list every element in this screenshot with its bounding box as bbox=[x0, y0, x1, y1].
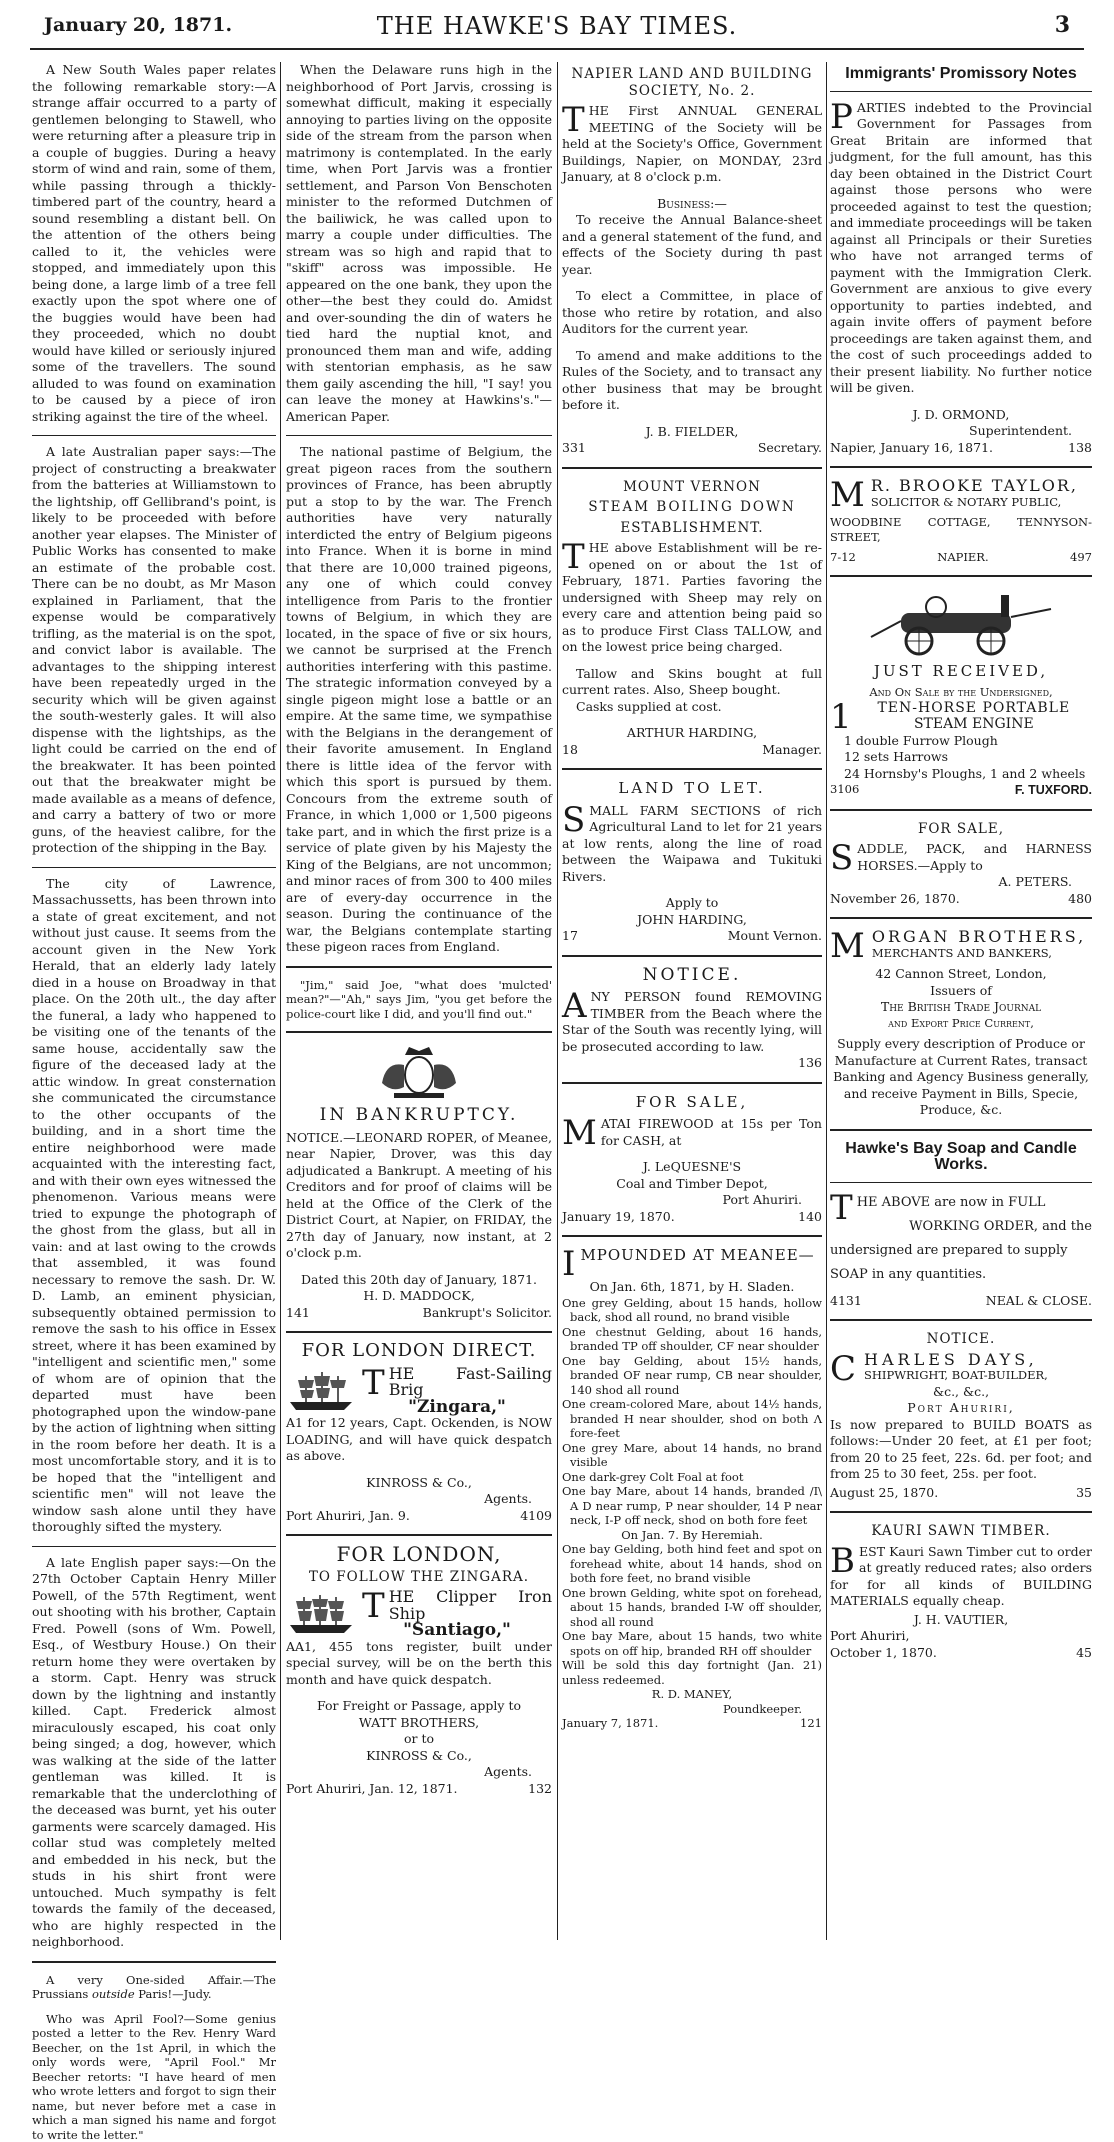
article-breakwater: A late Australian paper says:—The project of constructing a breakwater from the batteries at Williamstown to the lightship, off Gellibrand's point, is likely to be proceeded with before another year elapses. The Minister of Public Works has consented to make an estimate of the probable cost. There can be no doubt, as Mr Mason explained in Parliament, that the expense would be comparatively trifling, as the material is on the spot, and convict labor is available. The advantages to the shipping interest have been repeatedly urged in the security which will be given against the south-westerly gales. It will also dispense with the lightships, as the light could be carried on the end of the breakwater. It has been pointed out that the breakwater might be made available as a means of defence, and carry a battery of two or more guns, of the heaviest calibre, for the protection of the shipping in the Bay. bbox=[32, 444, 276, 857]
ship-icon bbox=[286, 1593, 356, 1635]
divider bbox=[562, 467, 822, 469]
column-3 bbox=[562, 62, 822, 1940]
land-notice: SMALL FARM SECTIONS of rich Agricultural Land to let for 21 years at low rents, along the line of road between the Waipawa and Tukituki Rivers. bbox=[562, 803, 822, 886]
royal-crest-icon bbox=[374, 1043, 464, 1101]
bankruptcy-footer: 141 Bankrupt's Solicitor. bbox=[286, 1305, 552, 1322]
article-one-sided: A very One-sided Affair.—The Prussians outside Paris!—Judy. bbox=[32, 1973, 276, 2002]
soap-heading: Hawke's Bay Soap and Candle Works. bbox=[830, 1141, 1092, 1174]
kauri-notice: BEST Kauri Sawn Timber cut to order at greatly reduced rates; also orders for for all kinds of BUILDING MATERIALS equally cheap. bbox=[830, 1544, 1092, 1610]
taylor-role: SOLICITOR & NOTARY PUBLIC, bbox=[830, 495, 1092, 510]
divider bbox=[830, 1182, 1092, 1183]
days-role: SHIPWRIGHT, BOAT-BUILDER, bbox=[830, 1368, 1092, 1383]
saddle-seller: A. PETERS. bbox=[830, 874, 1092, 891]
issue-date: January 20, 1871. bbox=[44, 14, 232, 36]
days-notice-heading: NOTICE. bbox=[830, 1331, 1092, 1348]
santiago-apply: For Freight or Passage, apply to bbox=[286, 1698, 552, 1715]
casks-notice: Casks supplied at cost. bbox=[562, 699, 822, 716]
zingara-agents-label: Agents. bbox=[286, 1491, 552, 1508]
poundkeeper-role: Poundkeeper. bbox=[562, 1702, 822, 1717]
divider bbox=[32, 435, 276, 436]
list-item: One chestnut Gelding, about 16 hands, branded TP off shoulder, CF near shoulder bbox=[562, 1325, 822, 1354]
divider bbox=[830, 575, 1092, 577]
list-item: One grey Mare, about 14 hands, no brand visible bbox=[562, 1441, 822, 1470]
divider bbox=[830, 917, 1092, 919]
saddle-notice: SADDLE, PACK, and HARNESS HORSES.—Apply to bbox=[830, 841, 1092, 874]
zingara-agent: KINROSS & Co., bbox=[286, 1475, 552, 1492]
divider bbox=[32, 1961, 276, 1963]
divider bbox=[830, 1129, 1092, 1131]
bankruptcy-solicitor: H. D. MADDOCK, bbox=[286, 1288, 552, 1305]
saddle-heading: FOR SALE, bbox=[830, 821, 1092, 838]
firewood-heading: FOR SALE, bbox=[562, 1094, 822, 1111]
santiago-footer: Port Ahuriri, Jan. 12, 1871. 132 bbox=[286, 1781, 552, 1798]
zingara-notice: A1 for 12 years, Capt. Ockenden, is NOW LOADING, and will have quick despatch as above. bbox=[286, 1415, 552, 1465]
divider bbox=[286, 435, 552, 436]
santiago-agents-label: Agents. bbox=[286, 1764, 552, 1781]
morgan-name: MORGAN BROTHERS, bbox=[830, 929, 1092, 946]
business-item: To amend and make additions to the Rules of the Society, and to transact any other business that may be brought before it. bbox=[562, 348, 822, 414]
impounded-intro-2: On Jan. 7. By Heremiah. bbox=[562, 1528, 822, 1543]
timber-notice: ANY PERSON found REMOVING TIMBER from the Beach where the Star of the South was recently lying, will be prosecuted according to law. bbox=[562, 989, 822, 1055]
column-1 bbox=[32, 62, 276, 1940]
impounded-list-1 bbox=[562, 1296, 822, 1528]
firewood-depot: Coal and Timber Depot, bbox=[562, 1176, 822, 1193]
list-item: One bay Mare, about 15 hands, two white spots on off hip, branded RH off shoulder bbox=[562, 1629, 822, 1658]
divider bbox=[562, 955, 822, 957]
impounded-heading: IMPOUNDED AT MEANEE— bbox=[562, 1247, 822, 1264]
santiago-agent-watt: WATT BROTHERS, bbox=[286, 1715, 552, 1732]
article-joke: "Jim," said Joe, "what does 'mulcted' mean?"—"Ah," says Jim, "you get before the police-court like I did, and you'll find out." bbox=[286, 978, 552, 1022]
list-item: 1 double Furrow Plough bbox=[844, 733, 1092, 750]
business-item: To receive the Annual Balance-sheet and a general statement of the fund, and effects of the Society during th past year. bbox=[562, 212, 822, 278]
notice-number: 136 bbox=[562, 1055, 822, 1072]
engine-items bbox=[830, 733, 1092, 783]
morgan-services: Supply every description of Produce or Manufacture at Current Rates, transact Banking and Agency Business generally, and receive Payment in Bills, Specie, Produce, &c. bbox=[830, 1036, 1092, 1119]
boat-prices: Is now prepared to BUILD BOATS as follows:—Under 20 feet, at £1 per foot; from 20 to 25 feet, 22s. 6d. per foot; and from 25 to 30 feet, 25s. per foot. bbox=[830, 1417, 1092, 1483]
list-item: One cream-colored Mare, about 14½ hands, branded H near shoulder, shod on both Λ fore-feet bbox=[562, 1397, 822, 1441]
article-lightning: A late English paper says:—On the 27th October Captain Henry Miller Powell, of the 57th Regtiment, went out shooting with his brother, Captain Fred. Powell (sons of Wm. Powell, Esq., of Westbury House.) On their return home they were overtaken by a storm. Capt. Henry was struck down by the lightning and instantly killed. Capt. Frederick almost miraculously escaped, his coat only being singed; a dog, however, which was walking at the side of the latter gentleman was killed. It is remarkable that the underclothing of the deceased was burnt, yet his outer garments were scarcely damaged. His collar stud was completely melted and embedded in his neck, but the studs in his shirt front were untouched. Much sympathy is felt towards the family of the deceased, who are highly respected in the neighborhood. bbox=[32, 1555, 276, 1951]
days-place: Port Ahuriri, bbox=[830, 1400, 1092, 1417]
impounded-intro: On Jan. 6th, 1871, by H. Sladen. bbox=[562, 1279, 822, 1296]
days-footer: August 25, 1870. 35 bbox=[830, 1485, 1092, 1502]
just-received-heading: JUST RECEIVED, bbox=[830, 663, 1092, 680]
bankruptcy-dated: Dated this 20th day of January, 1871. bbox=[286, 1272, 552, 1289]
column-rule bbox=[280, 62, 281, 1940]
engine-title: 1 TEN-HORSE PORTABLE STEAM ENGINE bbox=[830, 700, 1092, 733]
list-item: 12 sets Harrows bbox=[844, 749, 1092, 766]
soap-footer: 4131 NEAL & CLOSE. bbox=[830, 1293, 1092, 1310]
kauri-footer: October 1, 1870. 45 bbox=[830, 1645, 1092, 1662]
steam-engine-icon bbox=[861, 587, 1061, 657]
bankruptcy-notice: NOTICE.—LEONARD ROPER, of Meanee, near Napier, Drover, was this day adjudicated a Bankrupt. A meeting of his Creditors and for proof of claims will be held at the Office of the Clerk of the District Court, at Napier, on FRIDAY, the 27th day of January, now instant, at 2 o'clock p.m. bbox=[286, 1130, 552, 1262]
building-society-subheading: SOCIETY, No. 2. bbox=[562, 83, 822, 100]
business-item: To elect a Committee, in place of those who retire by rotation, and also Auditors for the current year. bbox=[562, 288, 822, 338]
impounded-footer: January 7, 1871. 121 bbox=[562, 1716, 822, 1731]
column-rule bbox=[557, 62, 558, 1940]
firewood-seller: J. LeQUESNE'S bbox=[562, 1159, 822, 1176]
ship-icon bbox=[286, 1370, 356, 1412]
clipper-line: THE Clipper Iron Ship bbox=[286, 1589, 552, 1622]
column-2 bbox=[286, 62, 552, 1940]
divider bbox=[830, 1319, 1092, 1321]
zingara-footer: Port Ahuriri, Jan. 9. 4109 bbox=[286, 1508, 552, 1525]
land-footer: 17 Mount Vernon. bbox=[562, 928, 822, 945]
brig-line: THE Fast-Sailing Brig bbox=[286, 1366, 552, 1399]
boiling-down-heading: STEAM BOILING DOWN bbox=[562, 499, 822, 516]
saddle-footer: November 26, 1870. 480 bbox=[830, 891, 1092, 908]
superintendent-role: Superintendent. bbox=[830, 423, 1092, 440]
land-apply: Apply to bbox=[562, 895, 822, 912]
list-item: One bay Gelding, about 15½ hands, branded OF near rump, CB near shoulder, 140 shod all round bbox=[562, 1354, 822, 1398]
building-society-heading: NAPIER LAND AND BUILDING bbox=[562, 66, 822, 83]
divider bbox=[830, 91, 1092, 92]
taylor-address: WOODBINE COTTAGE, TENNYSON-STREET, bbox=[830, 515, 1092, 544]
engine-footer: 3106 F. TUXFORD. bbox=[830, 782, 1092, 799]
firewood-notice: MATAI FIREWOOD at 15s per Ton for CASH, at bbox=[562, 1116, 822, 1149]
divider bbox=[32, 867, 276, 868]
column-4 bbox=[830, 62, 1092, 1940]
notice-heading: NOTICE. bbox=[562, 967, 822, 984]
page-number: 3 bbox=[1055, 12, 1070, 38]
divider bbox=[562, 768, 822, 770]
building-meeting: THE First ANNUAL GENERAL MEETING of the Society will be held at the Society's Office, Government Buildings, Napier, on MONDAY, 23rd January, at 8 o'clock p.m. bbox=[562, 103, 822, 186]
mount-vernon-footer: 18 Manager. bbox=[562, 742, 822, 759]
soap-notice: THE ABOVE are now in FULL WORKING ORDER, and the undersigned are prepared to supply SOAP in any quantities. bbox=[830, 1191, 1092, 1287]
morgan-address: 42 Cannon Street, London, bbox=[830, 966, 1092, 983]
kauri-seller: J. H. VAUTIER, bbox=[830, 1612, 1092, 1629]
mount-vernon-notice: THE above Establishment will be re-opened on or about the 1st of February, 1871. Parties favoring the undersigned with Sheep may rely on every care and attention being paid so as to produce First Class TALLOW, and on the lowest price being charged. bbox=[562, 540, 822, 656]
divider bbox=[562, 1235, 822, 1237]
follow-zingara: TO FOLLOW THE ZINGARA. bbox=[286, 1569, 552, 1586]
bankruptcy-heading: IN BANKRUPTCY. bbox=[286, 1107, 552, 1124]
divider bbox=[286, 1331, 552, 1333]
list-item: 24 Hornsby's Ploughs, 1 and 2 wheels bbox=[844, 766, 1092, 783]
taylor-name: M R. BROOKE TAYLOR, bbox=[830, 478, 1092, 495]
london-direct-heading: FOR LONDON DIRECT. bbox=[286, 1343, 552, 1360]
article-pigeons: The national pastime of Belgium, the great pigeon races from the southern provinces of France, has been abruptly put a stop to by the war. The French authorities have very naturally interdicted the entry of Belgium pigeons into France. When it is borne in mind that there are 10,000 trained pigeons, any one of which could convey intelligence from Paris to the frontier towns of Belgium, in which they are located, in the space of five or six hours, we cannot be surprised at the French authorities interfering with this pastime. The strategic information conveyed by a single pigeon might lose a battle or an empire. At the same time, we sympathise with the Belgians in the derangement of their favorite amusement. In England there is little idea of the fervor with which this sport is pursued by them. Concours from the extreme south of France, in which 1,000 or 1,500 pigeons take part, and in which the first prize is a service of plate given by his Majesty the King of the Belgians, are not uncommon; and minor races of from 300 to 400 miles are of every-day occurrence in the season. During the continuance of the war, the Belgians contemplate starting these pigeon races from England. bbox=[286, 444, 552, 956]
land-agent-name: JOHN HARDING, bbox=[562, 912, 822, 929]
impounded-list-2 bbox=[562, 1542, 822, 1658]
article-delaware: When the Delaware runs high in the neighborhood of Port Jarvis, crossing is somewhat difficult, making it especially annoying to parties living on the opposite side of the stream from the parson when matrimony is contemplated. In the early time, when Port Jarvis was a frontier settlement, and Parson Von Benschoten minister to the reformed Dutchmen of the bailiwick, he was called upon to marry a couple under difficulties. The stream was so high and rapid that to "skiff" across was impossible. He appeared on the one bank, they upon the other—the best they could do. Amidst and over-sounding the din of waters he tied hard the nuptial knot, and pronounced them man and wife, adding with stentorian emphasis, as he saw them gaily ascending the hill, "I say! you can leave the money at Hawkins's."—American Paper. bbox=[286, 62, 552, 425]
ship-name-santiago: "Santiago," bbox=[286, 1622, 552, 1639]
superintendent-name: J. D. ORMOND, bbox=[830, 407, 1092, 424]
list-item: One bay Mare, about 14 hands, branded /I\ A D near rump, P near shoulder, 14 P near neck, I-P off neck, shod on both fore feet bbox=[562, 1484, 822, 1528]
tallow-notice: Tallow and Skins bought at full current rates. Also, Sheep bought. bbox=[562, 666, 822, 699]
immigrants-notice: PARTIES indebted to the Provincial Government for Passages from Great Britain are informed that judgment, for the full amount, has this day been obtained in the District Court against those persons who were proceeded against to test the question; and immediate proceedings will be taken against all Principals or their Sureties who have not arranged terms of payment with the Immigration Clerk. Government are anxious to give every opportunity to parties indebted, and again invite offers of payment before proceedings are taken against them, and the cost of such proceedings added to their present liability. No further notice will be given. bbox=[830, 100, 1092, 397]
list-item: One bay Gelding, both hind feet and spot on forehead white, about 14 hands, shod on both fore feet, no brand visible bbox=[562, 1542, 822, 1586]
article-lawrence-ghost: The city of Lawrence, Massachussetts, has been thrown into a state of great excitement, and not without just cause. It seems from the account given in the New York Herald, that an elderly lady lately died in a house on Broadway in that place. On the 20th ult., the day after the funeral, a lady who happened to be visiting one of the tenants of the same house, accidentally saw the figure of the deceased lady at the attic window. In great consternation she communicated the circumstance to the other occupants of the building, and in a short time the entire neighborhood were made acquainted with the interesting fact, and with their own eyes witnessed the phenomenon. Various means were tried to expunge the photograph of the ghost from the glass, but all in vain: and at last owing to the crowds that assembled, it was found necessary to remove the sash. Dr. W. D. Lamb, an eminent physician, subsequently obtained permission to remove the sash to his office in Essex street, where it has been examined by "intelligent and scientific men," some of whom are of opinion that the departed must have been photographed upon the window-pane by the action of lightning when sitting in the room before her death. It is a most uncomfortable story, and it is to be hoped that the "intelligent and scientific men" will not leave the window sash alone until they have thoroughly sifted the mystery. bbox=[32, 876, 276, 1536]
morgan-issuers: Issuers of bbox=[830, 983, 1092, 1000]
kauri-place: Port Ahuriri, bbox=[830, 1628, 1092, 1645]
divider bbox=[32, 1546, 276, 1547]
mount-vernon-heading: MOUNT VERNON bbox=[562, 479, 822, 496]
impounded-sale-notice: Will be sold this day fortnight (Jan. 21) unless redeemed. bbox=[562, 1658, 822, 1687]
building-footer: 331 Secretary. bbox=[562, 440, 822, 457]
column-rule bbox=[826, 62, 827, 1940]
list-item: One grey Gelding, about 15 hands, hollow back, shod all round, no brand visible bbox=[562, 1296, 822, 1325]
firewood-footer: January 19, 1870. 140 bbox=[562, 1209, 822, 1226]
list-item: One brown Gelding, white spot on forehead, about 15 hands, branded I-W off shoulder, shod all round bbox=[562, 1586, 822, 1630]
days-name: CHARLES DAYS, bbox=[830, 1352, 1092, 1369]
santiago-or: or to bbox=[286, 1731, 552, 1748]
export-price-current: and Export Price Current, bbox=[830, 1016, 1092, 1031]
firewood-place: Port Ahuriri. bbox=[562, 1192, 822, 1209]
masthead bbox=[30, 8, 1084, 50]
divider bbox=[286, 966, 552, 968]
divider bbox=[830, 1511, 1092, 1513]
kauri-heading: KAURI SAWN TIMBER. bbox=[830, 1523, 1092, 1540]
on-sale-label: And On Sale by the Undersigned, bbox=[830, 685, 1092, 700]
article-april-fool: Who was April Fool?—Some genius posted a letter to the Rev. Henry Ward Beecher, on the 1st April, in which the only words were, "April Fool." Mr Beecher retorts: "I have heard of men who wrote letters and forgot to sign their name, but never before met a case in which a man signed his name and forgot to write the letter." bbox=[32, 2012, 276, 2142]
mount-vernon-manager-name: ARTHUR HARDING, bbox=[562, 725, 822, 742]
santiago-agent-kinross: KINROSS & Co., bbox=[286, 1748, 552, 1765]
divider bbox=[286, 1031, 552, 1033]
divider bbox=[286, 1534, 552, 1536]
santiago-notice: AA1, 455 tons register, built under special survey, will be on the berth this month and have quick despatch. bbox=[286, 1639, 552, 1689]
list-item: One dark-grey Colt Foal at foot bbox=[562, 1470, 822, 1485]
building-secretary-name: J. B. FIELDER, bbox=[562, 424, 822, 441]
divider bbox=[830, 466, 1092, 468]
days-etc: &c., &c., bbox=[830, 1384, 1092, 1401]
divider bbox=[830, 809, 1092, 811]
trade-journal: The British Trade Journal bbox=[830, 999, 1092, 1016]
land-to-let-heading: LAND TO LET. bbox=[562, 780, 822, 797]
immigrants-footer: Napier, January 16, 1871. 138 bbox=[830, 440, 1092, 457]
establishment-heading: ESTABLISHMENT. bbox=[562, 520, 822, 537]
poundkeeper-name: R. D. MANEY, bbox=[562, 1687, 822, 1702]
morgan-role: MERCHANTS AND BANKERS, bbox=[830, 946, 1092, 961]
newspaper-title: THE HAWKE'S BAY TIMES. bbox=[30, 12, 1084, 40]
immigrants-heading: Immigrants' Promissory Notes bbox=[830, 66, 1092, 83]
divider bbox=[562, 1082, 822, 1084]
business-label: Business:— bbox=[562, 196, 822, 213]
article-stawell: A New South Wales paper relates the following remarkable story:—A strange affair occurred to a party of gentlemen belonging to Stawell, who were returning after a pleasure trip in a couple of buggies. During a heavy storm of wind and rain, some of them, while passing through a thickly-timbered part of the country, heard a sound resembling a distant bell. On the attention of the others being called to it, the vehicles were stopped, and immediately upon this being done, a large limb of a tree fell exactly upon the spot where one of the buggies would have been had they proceeded, which no doubt would have killed or seriously injured some of the travellers. The sound alluded to was found on examination to be caused by a piece of iron striking against the tire of the wheel. bbox=[32, 62, 276, 425]
ship-name-zingara: "Zingara," bbox=[286, 1399, 552, 1416]
london-heading: FOR LONDON, bbox=[286, 1546, 552, 1563]
taylor-footer: 7-12 NAPIER. 497 bbox=[830, 550, 1092, 565]
